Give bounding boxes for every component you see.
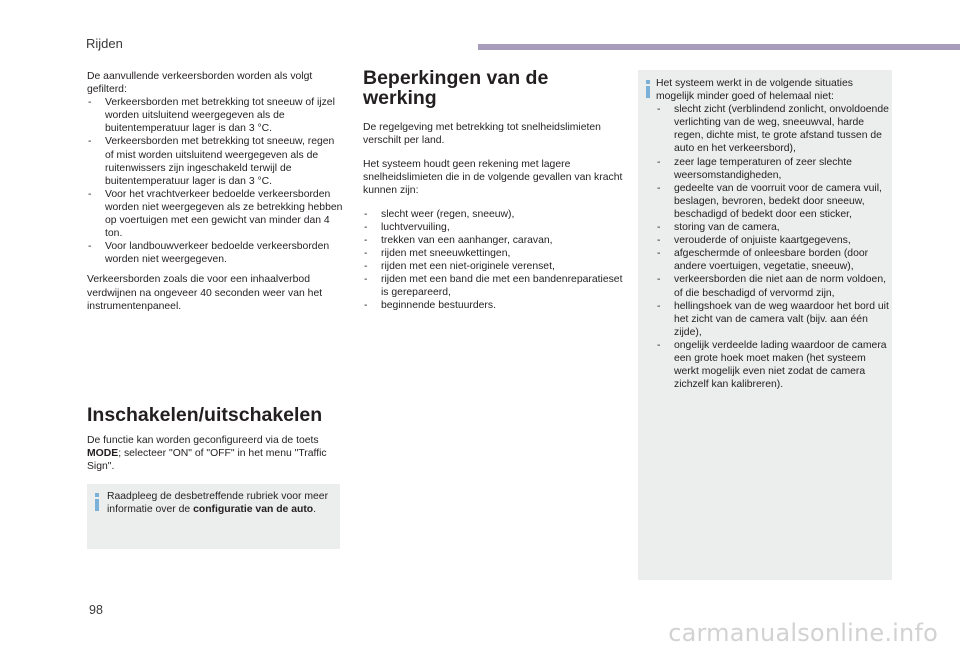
info-configuratie-text: [107, 490, 335, 516]
filter-outro: Verkeersborden zoals die voor een inhaalverbod verdwijnen na ongeveer 40 seconden weer van het instrumentenpaneel.: [87, 274, 323, 312]
info-icon: [646, 80, 650, 98]
beperkingen-body: [363, 111, 623, 312]
info-icon: [95, 493, 99, 511]
filter-intro: De aanvullende verkeersborden worden als volgt gefilterd:: [87, 71, 313, 96]
list-item: - Voor landbouwverkeer bedoelde verkeersborden worden niet weergegeven.: [87, 240, 345, 266]
page-section-title: Rijden: [86, 36, 123, 51]
list-item: - Verkeersborden met betrekking tot sneeuw of ijzel worden uitsluitend weergegeven als de buitentemperatuur lager is dan 3 °C.: [87, 96, 345, 135]
list-item: - slecht weer (regen, sneeuw),: [363, 208, 623, 221]
list-item: - afgeschermde of onleesbare borden (door andere voertuigen, vegetatie, sneeuw),: [656, 247, 890, 273]
info-limitations-list: [656, 103, 890, 391]
list-item: - Verkeersborden met betrekking tot sneeuw, regen of mist worden uitsluitend weergegeven als de ruitenwissers zijn ingeschakeld terwijl de buitentemperatuur lager is dan 3 °C.: [87, 135, 345, 187]
list-item: - Voor het vrachtverkeer bedoelde verkeersborden worden niet weergegeven als ze betrekking hebben op voertuigen met een gewicht van minder dan 4 ton.: [87, 188, 345, 240]
list-item: - verouderde of onjuiste kaartgegevens,: [656, 234, 890, 247]
list-item: - slecht zicht (verblindend zonlicht, onvoldoende verlichting van de weg, sneeuwval, harde regen, dichte mist, te grote afstand tussen de auto en het verkeersbord),: [656, 103, 890, 155]
list-item: - verkeersborden die niet aan de norm voldoen, of die beschadigd of vervormd zijn,: [656, 273, 890, 299]
info-text-end: .: [313, 504, 317, 516]
section-title-beperkingen: Beperkingen van de werking: [363, 67, 549, 109]
list-item: - rijden met een niet-originele verenset,: [363, 260, 623, 273]
left-column: [87, 70, 345, 313]
filter-list: [87, 96, 345, 266]
list-item: - beginnende bestuurders.: [363, 299, 623, 312]
inschakelen-text-end: ; selecteer "ON" of "OFF" in het menu "Traffic Sign".: [87, 448, 327, 473]
page-number: 98: [89, 603, 103, 617]
list-item: - storing van de camera,: [656, 221, 890, 234]
section-title-inschakelen: Inschakelen/uitschakelen: [87, 404, 323, 426]
beperkingen-list: [363, 208, 623, 313]
info-limitations-intro: Het systeem werkt in de volgende situaties mogelijk minder goed of helemaal niet:: [656, 78, 853, 103]
info-box-limitations: [638, 70, 892, 580]
list-item: - zeer lage temperaturen of zeer slechte weersomstandigheden,: [656, 156, 890, 182]
list-item: - luchtvervuiling,: [363, 221, 623, 234]
mode-key-label: MODE: [87, 448, 119, 460]
beperkingen-paragraph-2: Het systeem houdt geen rekening met lagere snelheidslimieten die in de volgende gevallen van kracht kunnen zijn:: [363, 158, 623, 197]
header-accent-bar: [478, 44, 960, 50]
list-item: - ongelijk verdeelde lading waardoor de camera een grote hoek moet maken (het systeem werkt mogelijk even niet zodat de camera zichzelf kan kalibreren).: [656, 339, 890, 391]
list-item: - hellingshoek van de weg waardoor het bord uit het zicht van de camera valt (bijv. aan één zijde),: [656, 300, 890, 339]
list-item: - rijden met sneeuwkettingen,: [363, 247, 623, 260]
list-item: - rijden met een band die met een bandenreparatieset is gerepareerd,: [363, 273, 623, 299]
watermark[interactable]: carmanualsonline.info: [668, 619, 938, 647]
info-link-configuratie: configuratie van de auto: [193, 504, 314, 516]
inschakelen-text-start: De functie kan worden geconfigureerd via de toets: [87, 435, 319, 446]
list-item: - trekken van een aanhanger, caravan,: [363, 234, 623, 247]
info-limitations-text: [656, 77, 890, 391]
beperkingen-paragraph-1: De regelgeving met betrekking tot snelheidslimieten verschilt per land.: [363, 122, 601, 147]
inschakelen-text: [87, 434, 345, 473]
info-text-start: Raadpleeg de desbetreffende rubriek voor meer informatie over de: [107, 491, 329, 516]
list-item: - gedeelte van de voorruit voor de camera vuil, beslagen, bevroren, bedekt door sneeuw, beschadigd of bedekt door een sticker,: [656, 182, 890, 221]
info-box-configuratie: [87, 484, 340, 549]
